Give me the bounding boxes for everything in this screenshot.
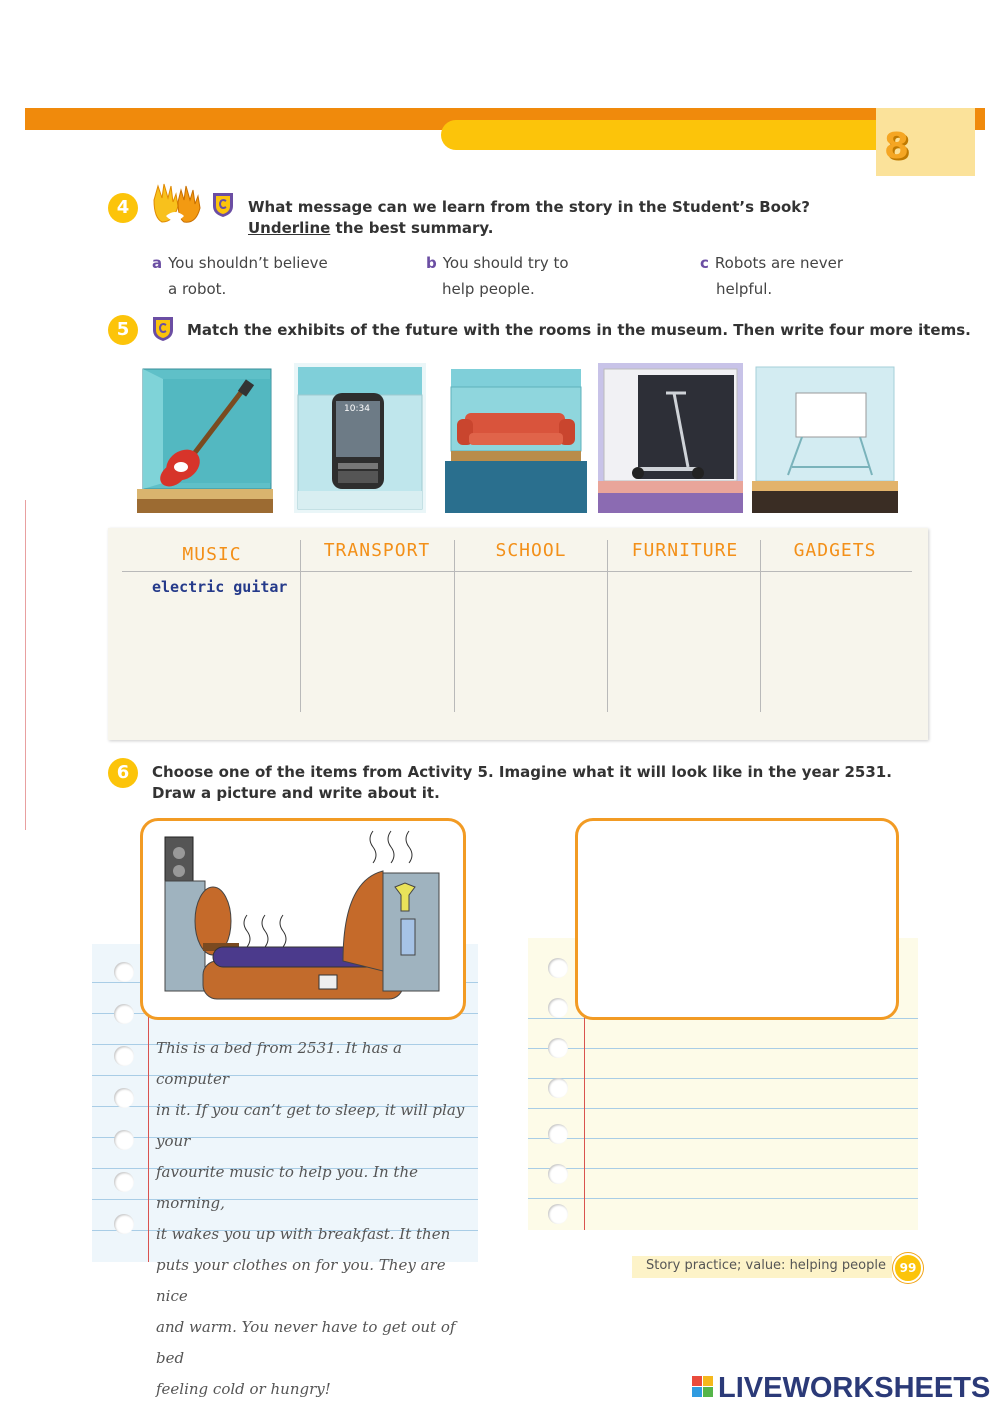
story-line: favourite music to help you. In the morning, [156,1163,419,1212]
column-divider [607,540,608,712]
option-c-letter: c [700,254,709,272]
column-divider [300,540,301,712]
hands-icon [148,182,202,226]
story-line: in it. If you can’t get to sleep, it will play your [156,1101,465,1150]
exhibit-electric-guitar [137,363,273,513]
story-line: it wakes you up with breakfast. It then [156,1225,451,1243]
exhibit-sofa [445,363,587,513]
activity-5-instruction: Match the exhibits of the future with the rooms in the museum. Then write four more items. [187,321,971,339]
activity-6-instruction [152,762,892,804]
column-music: MUSIC [182,544,242,565]
option-b-line1: You should try to [442,254,569,272]
option-a-line2: a robot. [168,280,227,298]
column-divider [454,540,455,712]
column-school: SCHOOL [495,540,567,561]
footer-label: Story practice; value: helping people [646,1258,886,1273]
story-line: This is a bed from 2531. It has a computer [156,1039,402,1088]
value-shield-icon [212,192,234,218]
story-line: feeling cold or hungry! [156,1380,331,1398]
furniture-answer-cell[interactable] [610,575,758,710]
option-c-line2: helpful. [716,280,773,298]
activity-4-instruction-line1: What message can we learn from the story in the Student’s Book? [248,198,810,216]
value-shield-icon [152,316,174,342]
activity-5-number: 5 [108,315,138,345]
exhibit-whiteboard [752,363,898,513]
column-gadgets: GADGETS [793,540,877,561]
option-b[interactable] [426,250,569,302]
story-line: and warm. You never have to get out of bed [156,1318,456,1367]
option-c-line1: Robots are never [714,254,844,272]
margin-line [25,500,26,830]
music-entry: electric guitar [152,578,288,596]
liveworksheets-logo[interactable]: LIVEWORKSHEETS [718,1372,991,1404]
option-b-line2: help people. [442,280,535,298]
phone-screen-time: 10:34 [344,404,370,414]
option-a[interactable] [152,250,328,302]
table-header-rule [122,571,912,572]
column-furniture: FURNITURE [631,540,739,561]
liveworksheets-logo-icon [692,1376,714,1402]
activity-6-instruction-line1: Choose one of the items from Activity 5. Imagine what it will look like in the year 2531. [152,763,892,781]
option-a-line1: You shouldn’t believe [168,254,328,272]
gadgets-answer-cell[interactable] [762,575,908,710]
exhibit-mobile-phone [294,363,426,513]
unit-number: 8 [884,126,910,167]
transport-answer-cell[interactable] [302,575,452,710]
option-a-letter: a [152,254,163,272]
activity-4-number: 4 [108,193,138,223]
activity-4-instruction [248,197,810,239]
school-answer-cell[interactable] [456,575,606,710]
activity-6-number: 6 [108,758,138,788]
activity-4-instruction-line2: the best summary. [330,219,494,237]
header-yellow-bar [441,120,891,150]
exhibit-scooter [598,363,743,513]
column-transport: TRANSPORT [323,540,431,561]
drawing-box[interactable] [575,818,899,1020]
page-number: 99 [893,1253,923,1283]
example-story [156,1033,476,1405]
example-bed-picture [140,818,466,1020]
option-c[interactable] [700,250,843,302]
underline-word: Underline [248,219,331,237]
option-b-letter: b [426,254,437,272]
story-line: puts your clothes on for you. They are nice [156,1256,446,1305]
column-divider [760,540,761,712]
activity-6-instruction-line2: Draw a picture and write about it. [152,784,440,802]
